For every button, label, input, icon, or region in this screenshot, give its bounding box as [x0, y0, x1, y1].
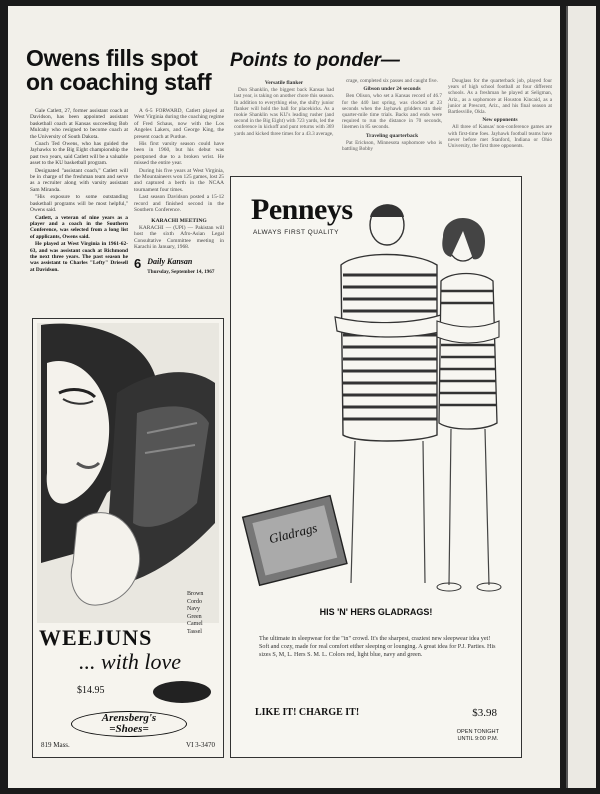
paper-name: Daily Kansan: [147, 256, 193, 266]
subhead: Gibson under 24 seconds: [363, 86, 421, 93]
issue-date: Thursday, September 14, 1967: [147, 268, 215, 275]
ad-call-to-action: LIKE IT! CHARGE IT!: [255, 707, 360, 718]
store-hours-line: UNTIL 9:00 P.M.: [457, 736, 499, 742]
ad-headline: HIS 'N' HERS GLADRAGS!: [319, 607, 433, 617]
page-number: 6: [134, 255, 142, 271]
penneys-tagline: ALWAYS FIRST QUALITY: [253, 229, 339, 236]
ponder-text: Don Shanklin, the biggest back Kansas had last year, is taking on another chore this season. In addition to everything else, the shifty junior flanker will hold the ball for placekicks. As a rookie Shanklin was KU's leading rusher (and second in the Big Eight) with 723 yards, led the conference in kickoff and punt returns with 369 yards and kicked three times for a 43.3 average,: [234, 87, 334, 137]
color-item: Navy: [187, 606, 200, 613]
ponder-text: Ben Olison, who set a Kansas record of 46.7 for the 440 last spring, was clocked at 23 seconds when the Jayhawk gridders ran their quarter-mile time trials. Backs and ends were required to run the distance in 70 seconds, linemen in 85 seconds.: [342, 93, 442, 131]
penneys-logo: Penneys: [251, 193, 353, 226]
store-address: 819 Mass.: [41, 741, 70, 749]
story-continuation: [134, 108, 224, 277]
story-paragraph: Last season Davidson posted a 15-12 record and finished second in the Southern Conference.: [134, 194, 224, 214]
ponder-text: crage, completed six passes and caught five.: [346, 78, 438, 84]
story-paragraph: During his five years at West Virginia, the Mountaineers won 125 games, lost 25 and captured a berth in the NCAA tournament four times.: [134, 167, 224, 193]
weejuns-ad: [32, 318, 224, 758]
bass-logo-icon: [153, 681, 211, 703]
weejuns-tagline: ... with love: [79, 649, 182, 674]
color-item: Camel: [187, 621, 203, 628]
ponder-text: Douglass for the quarterback job, played four years of high school football at four different schools. As a freshman he played at Seligman, Ariz., as a sophomore at Houston Kincaid, as a junior at Prescott, Ariz., and his final season at Bartlesville, Okla.: [448, 78, 552, 116]
story-paragraph: Catlett, a veteran of nine years as a player and a coach in the Southern Conference, was selected from a long list of applicants, Owens said.: [30, 214, 128, 240]
color-item: Cordo: [187, 598, 202, 605]
story-paragraph: "His exposure to some outstanding basketball programs will be most helpful," Owens said.: [30, 194, 128, 214]
adjacent-page-edge: [566, 6, 596, 788]
weejuns-brand: WEEJUNS: [39, 625, 153, 650]
ponder-text: Pat Erickson, Minnesota sophomore who is battling Bobby: [342, 139, 442, 153]
brief-text: KARACHI — (UPI) — Pakistan will host the sixth Afro-Asian Legal Consultative Committee meeting in Karachi in January, 1968.: [134, 224, 224, 251]
brief-title: KARACHI MEETING: [151, 217, 207, 224]
ponder-column-1: [234, 78, 334, 137]
story-body: [30, 108, 128, 274]
ad-copy: The ultimate in sleepwear for the "in" crowd. It's the sharpest, craziest new sleepwear idea yet! Soft and cozy, made for real comfort either sleeping or lounging. A great idea for P.J. Parties. His sizes S, M, L. Hers S. M. L. Colors red, light blue, navy and green.: [259, 636, 496, 658]
store-hours-line: OPEN TONIGHT: [456, 729, 499, 735]
color-item: Brown: [187, 591, 204, 597]
subhead: Traveling quarterback: [365, 132, 419, 139]
store-name: Arensberg's: [101, 712, 157, 724]
store-phone: VI 3-3470: [186, 741, 215, 749]
story-paragraph: Coach Ted Owens, who has guided the Jayhawks to the Big Eight championship the past two years, said Catlett will be a valuable asset to the KU basketball program.: [30, 141, 128, 167]
color-item: Green: [187, 613, 202, 620]
story-paragraph: His first varsity season could have been in 1960, but his debut was postponed due to a broken wrist. He missed the entire year.: [134, 141, 224, 167]
penneys-ad: [230, 176, 522, 758]
newspaper-page: [8, 6, 560, 788]
story-paragraph: He played at West Virginia in 1961-62-63, and was assistant coach at Richmond the next three years. The past season he was assistant to Charles "Lefty" Driesell at Davidson.: [30, 241, 128, 273]
color-list: [187, 591, 203, 637]
ponder-text: All three of Kansas' non-conference games are with first-time foes. Jayhawk football teams have never before met Stanford, Indiana or Ohio University, the first three opponents.: [448, 124, 552, 150]
store-hours: [457, 729, 499, 743]
package-label: Gladrags: [267, 519, 319, 547]
store-logo: [71, 711, 187, 737]
ad-illustration: [237, 185, 517, 595]
story-paragraph: Gale Catlett, 27, former assistant coach at Davidson, has been appointed assistant basketball coach at Kansas succeeding Bob Mulcahy who resigned to become coach at the University of South Dakota.: [30, 108, 128, 140]
story-headline: Owens fills spot on coaching staff: [26, 45, 212, 95]
ad-price: $3.98: [472, 707, 497, 719]
story-paragraph: Designated "assistant coach," Catlett will be in charge of the freshman team and serve as a recruiter along with varsity assistant Sam Miranda.: [30, 167, 128, 193]
weejuns-price: $14.95: [77, 685, 105, 696]
ponder-column-3: [448, 78, 552, 149]
column-title: Points to ponder—: [230, 50, 400, 71]
color-item: Tassel: [187, 628, 202, 635]
subhead: New opponents: [482, 117, 518, 124]
story-paragraph: A 6-5 FORWARD, Catlett played at West Virginia during the coaching regime of Fred Schaus, now with the Los Angeles Lakers, and George King, the present coach at Purdue.: [134, 108, 224, 140]
page-folio: [134, 257, 224, 277]
subhead: Versatile flanker: [264, 80, 304, 86]
masthead-line: [147, 257, 214, 277]
ponder-column-2: [342, 78, 442, 152]
ad-photo: [37, 323, 219, 623]
store-subname: =Shoes=: [109, 723, 149, 735]
